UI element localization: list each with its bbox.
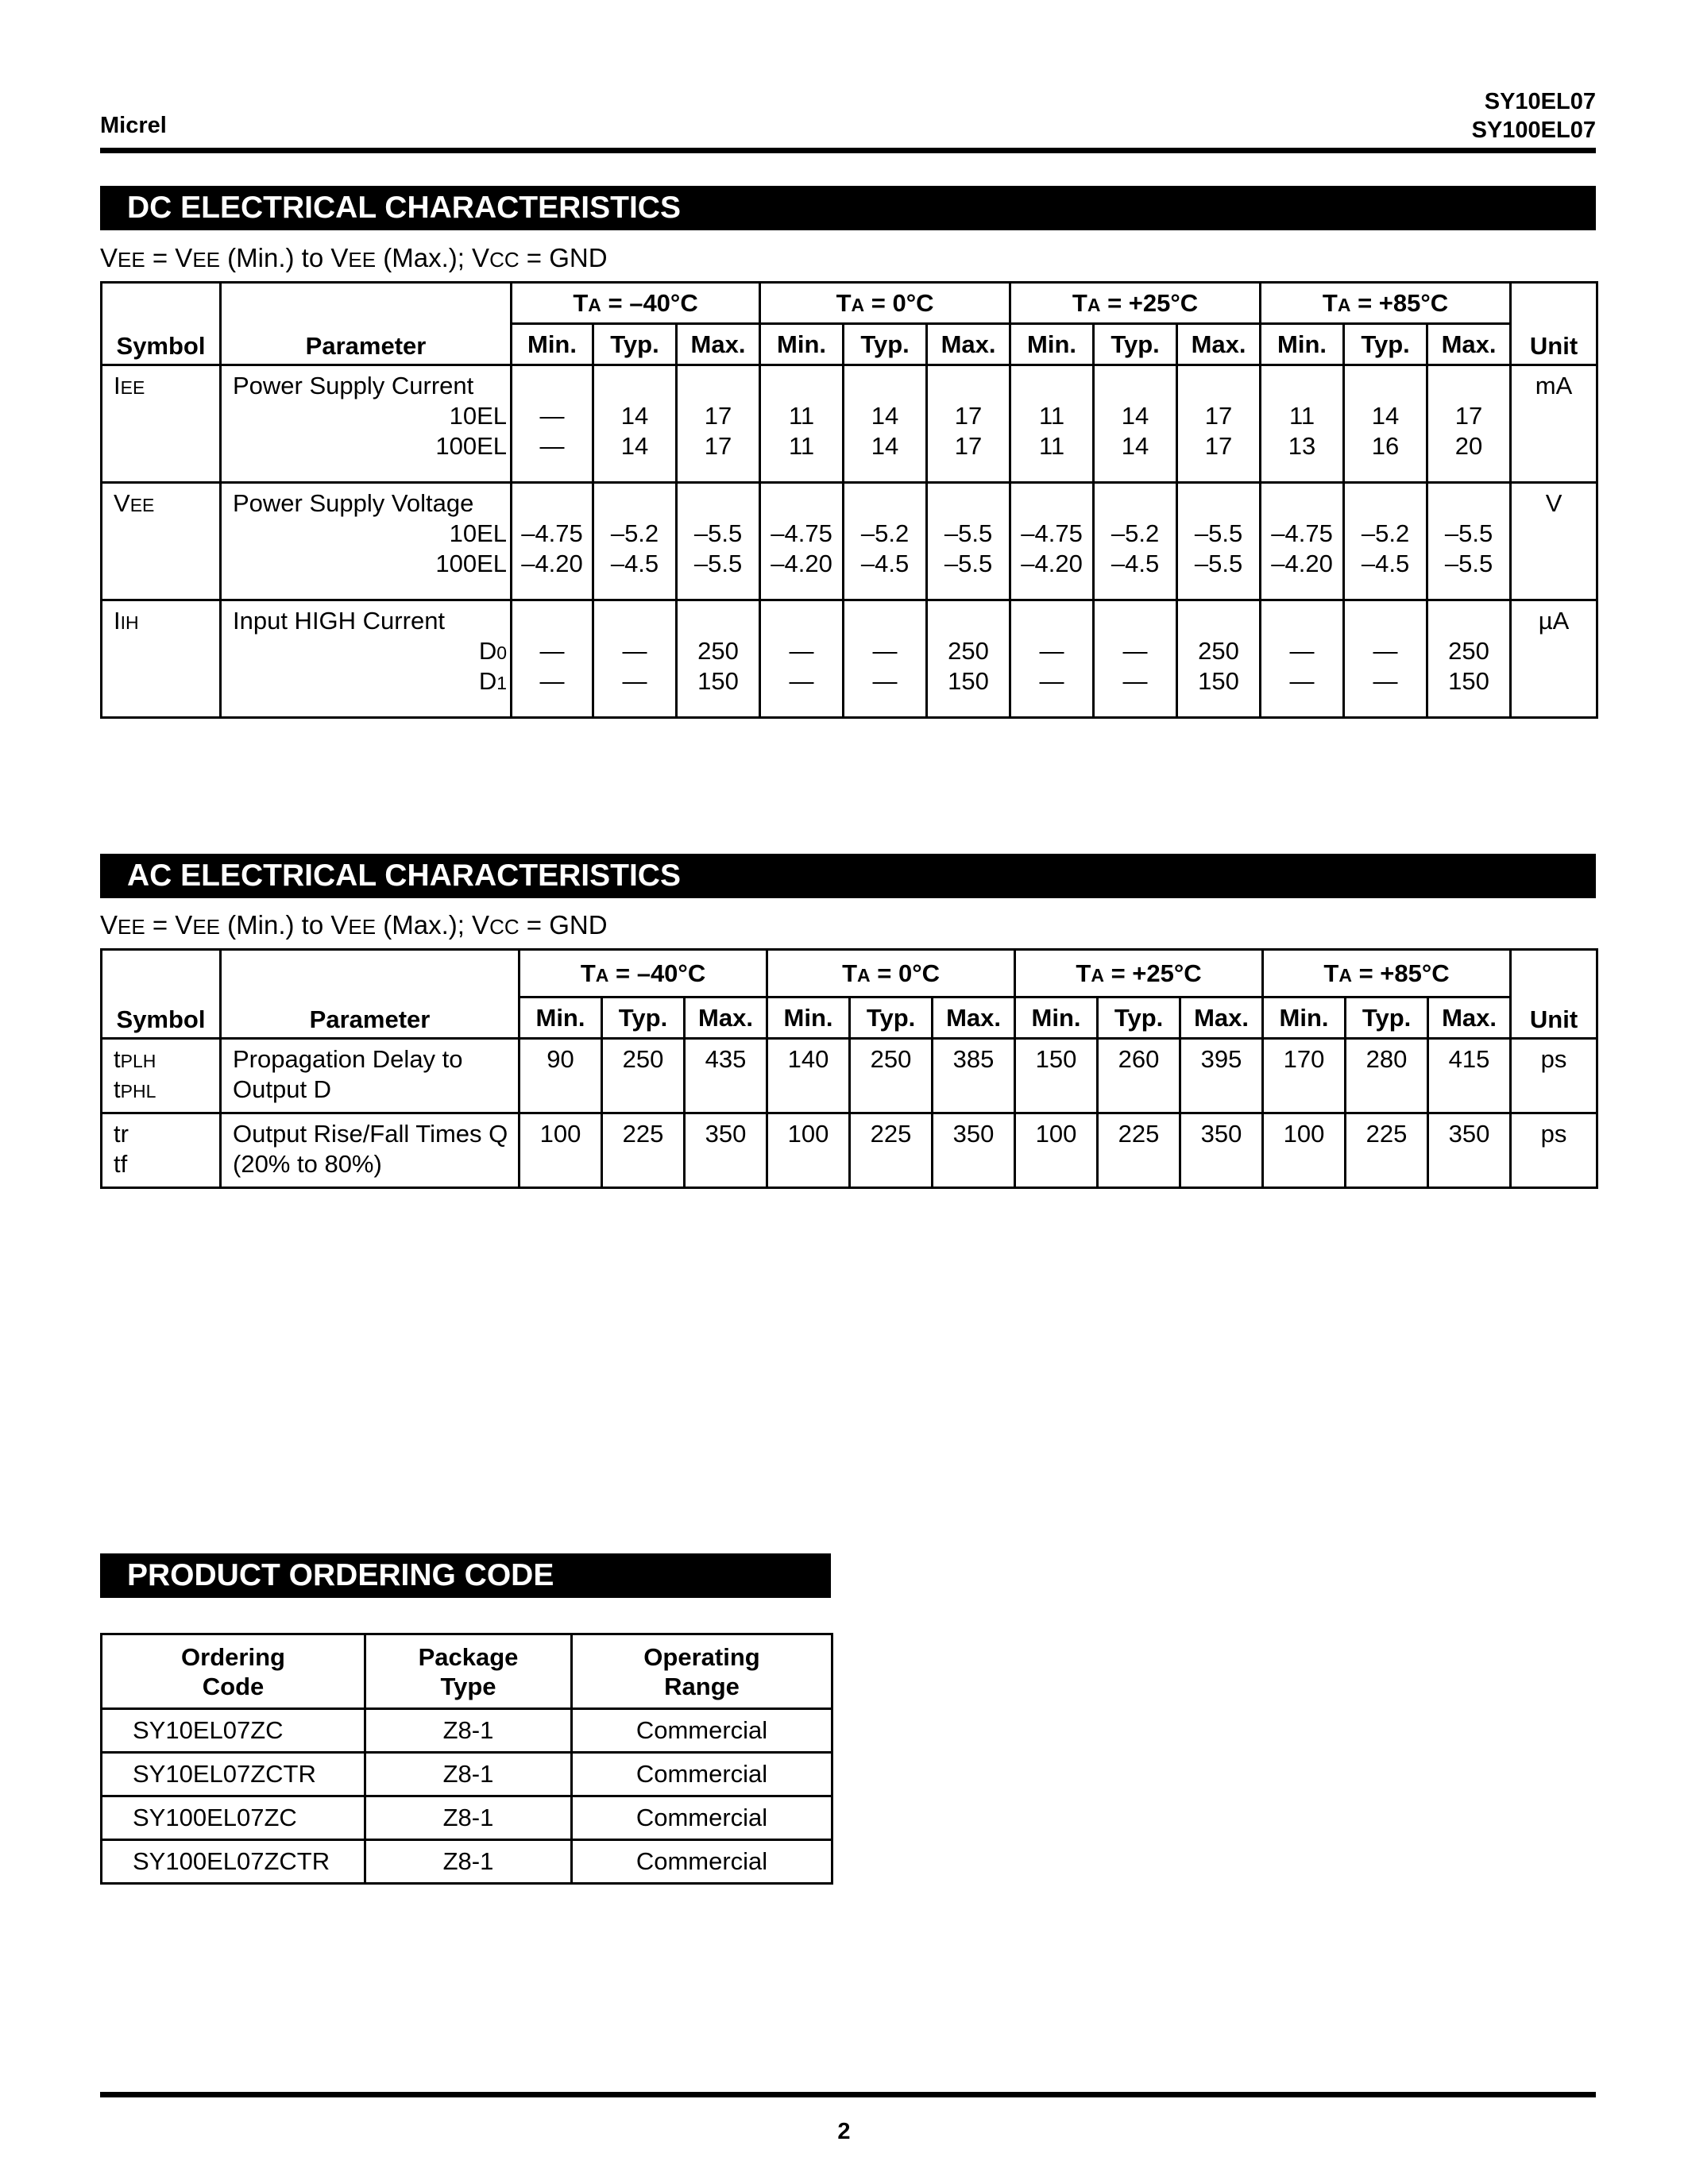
dc-value-line: 17 [704, 402, 732, 430]
dc-value-line: 14 [871, 432, 899, 460]
ac-value: 385 [933, 1039, 1015, 1113]
dc-value [760, 600, 844, 718]
dc-value [1344, 600, 1427, 718]
ac-value: 140 [767, 1039, 850, 1113]
dc-value-line: 150 [1198, 667, 1239, 695]
dc-header-min: Min. [512, 324, 593, 365]
ac-value: 395 [1180, 1039, 1263, 1113]
dc-header-parameter: Parameter [221, 283, 512, 365]
ac-header-symbol: Symbol [102, 950, 221, 1039]
ordering-row [102, 1796, 832, 1840]
dc-parameter-name: Power Supply Current [233, 372, 474, 399]
dc-value-line: 17 [1204, 402, 1233, 430]
dc-value-line: — [1039, 637, 1064, 665]
dc-value-line: 17 [954, 402, 983, 430]
dc-value-line: –4.5 [1111, 550, 1160, 577]
dc-header-min: Min. [760, 324, 844, 365]
part-numbers [1472, 87, 1596, 145]
page-number: 2 [837, 2119, 851, 2144]
dc-table-row [102, 483, 1597, 600]
dc-value-line: –5.5 [693, 519, 743, 547]
dc-value-line: 17 [954, 432, 983, 460]
dc-value [677, 483, 760, 600]
dc-value-line: — [1122, 637, 1148, 665]
dc-value [1261, 365, 1344, 483]
ac-value: 100 [1263, 1113, 1346, 1188]
dc-symbol: IIH [102, 600, 221, 718]
operating-range: Commercial [572, 1840, 832, 1884]
ac-header-min: Min. [520, 997, 602, 1039]
dc-value-line: 17 [1454, 402, 1483, 430]
ordering-code: SY10EL07ZCTR [102, 1753, 365, 1796]
dc-value-line: –5.2 [610, 519, 659, 547]
ordering-header-package: Package Type [365, 1634, 572, 1709]
ac-header-typ: Typ. [1346, 997, 1428, 1039]
company-name: Micrel [100, 113, 167, 138]
dc-value [1427, 365, 1511, 483]
dc-value-line: — [622, 637, 647, 665]
ac-parameter: Output Rise/Fall Times Q (20% to 80%) [221, 1113, 520, 1188]
ac-value: 415 [1428, 1039, 1511, 1113]
dc-header-temp-2: TA = 0°C [760, 283, 1010, 324]
dc-value [760, 483, 844, 600]
dc-table-row [102, 600, 1597, 718]
dc-parameter-variant: D1 [478, 667, 507, 695]
dc-header-temp-4: TA = +85°C [1261, 283, 1511, 324]
dc-value-line: –5.2 [1111, 519, 1160, 547]
dc-header-max: Max. [677, 324, 760, 365]
ac-header-min: Min. [1015, 997, 1098, 1039]
dc-header-typ: Typ. [593, 324, 677, 365]
header-rule [100, 148, 1596, 153]
ac-value: 250 [850, 1039, 933, 1113]
ac-value: 225 [602, 1113, 685, 1188]
dc-value-line: — [1373, 637, 1398, 665]
ac-header-max: Max. [685, 997, 767, 1039]
dc-value-line: 14 [871, 402, 899, 430]
dc-value-line: 13 [1288, 432, 1316, 460]
dc-symbol: VEE [102, 483, 221, 600]
dc-header-temp-3: TA = +25°C [1010, 283, 1261, 324]
ac-symbol: tr tf [102, 1113, 221, 1188]
dc-value [1427, 600, 1511, 718]
dc-value [1261, 483, 1344, 600]
dc-value [593, 483, 677, 600]
dc-value [844, 483, 927, 600]
dc-value [1010, 483, 1094, 600]
dc-value-line: –5.5 [944, 550, 993, 577]
dc-value [927, 600, 1010, 718]
dc-value [593, 365, 677, 483]
ac-header-max: Max. [1428, 997, 1511, 1039]
ac-parameter: Propagation Delay to Output D [221, 1039, 520, 1113]
dc-table-row [102, 365, 1597, 483]
dc-value-line: 16 [1371, 432, 1400, 460]
ac-value: 280 [1346, 1039, 1428, 1113]
ac-value: 225 [850, 1113, 933, 1188]
dc-conditions: VEE = VEE (Min.) to VEE (Max.); VCC = GND [100, 243, 608, 272]
dc-value-line: –4.5 [1361, 550, 1410, 577]
dc-value-line: –4.75 [521, 519, 583, 547]
dc-value [677, 600, 760, 718]
operating-range: Commercial [572, 1753, 832, 1796]
dc-header-min: Min. [1261, 324, 1344, 365]
dc-value-line: — [789, 637, 814, 665]
ac-header-temp-2: TA = 0°C [767, 950, 1015, 997]
dc-value-line: –5.2 [1361, 519, 1410, 547]
dc-value-line: 11 [788, 432, 815, 460]
ac-value: 350 [1180, 1113, 1263, 1188]
ac-header-max: Max. [933, 997, 1015, 1039]
operating-range: Commercial [572, 1796, 832, 1840]
dc-parameter [221, 365, 512, 483]
dc-value-line: 11 [1288, 402, 1315, 430]
ac-symbol: tPLH tPHL [102, 1039, 221, 1113]
dc-value-line: –4.20 [1021, 550, 1083, 577]
dc-value-line: –4.20 [521, 550, 583, 577]
dc-value [593, 600, 677, 718]
dc-section-title: DC ELECTRICAL CHARACTERISTICS [100, 186, 1596, 230]
ac-value: 170 [1263, 1039, 1346, 1113]
dc-value [927, 365, 1010, 483]
dc-header-unit: Unit [1511, 283, 1597, 365]
dc-value-line: –5.5 [1444, 519, 1493, 547]
dc-value-line: — [789, 667, 814, 695]
dc-value-line: — [1122, 667, 1148, 695]
dc-header-max: Max. [927, 324, 1010, 365]
dc-value-line: 11 [788, 402, 815, 430]
ac-header-typ: Typ. [850, 997, 933, 1039]
ordering-code: SY10EL07ZC [102, 1709, 365, 1753]
dc-value [1094, 600, 1177, 718]
ordering-header-range: Operating Range [572, 1634, 832, 1709]
ac-value: 260 [1098, 1039, 1180, 1113]
dc-value-line: –5.5 [944, 519, 993, 547]
dc-header-symbol: Symbol [102, 283, 221, 365]
ac-header-min: Min. [767, 997, 850, 1039]
dc-value-line: — [1289, 667, 1315, 695]
dc-value-line: –4.75 [771, 519, 832, 547]
dc-value-line: –4.5 [610, 550, 659, 577]
operating-range: Commercial [572, 1709, 832, 1753]
dc-value-line: — [539, 432, 565, 460]
dc-value-line: 17 [704, 432, 732, 460]
dc-value-line: 11 [1038, 432, 1065, 460]
dc-value-line: 250 [948, 637, 989, 665]
dc-value [760, 365, 844, 483]
dc-value-line: –5.5 [1194, 519, 1243, 547]
dc-value-line: 14 [620, 402, 649, 430]
ac-unit: ps [1511, 1039, 1597, 1113]
ordering-row [102, 1753, 832, 1796]
ac-value: 350 [933, 1113, 1015, 1188]
dc-value-line: — [539, 637, 565, 665]
ac-header-temp-1: TA = –40°C [520, 950, 767, 997]
dc-header-typ: Typ. [1094, 324, 1177, 365]
dc-value [512, 365, 593, 483]
dc-value-line: 150 [948, 667, 989, 695]
dc-header-max: Max. [1177, 324, 1261, 365]
dc-parameter-name: Power Supply Voltage [233, 489, 474, 517]
dc-value-line: –5.5 [1444, 550, 1493, 577]
dc-value [1261, 600, 1344, 718]
ac-table-row [102, 1113, 1597, 1188]
dc-parameter-variant: 10EL [449, 402, 507, 430]
dc-value-line: –4.75 [1271, 519, 1333, 547]
dc-characteristics-table [100, 281, 1598, 719]
part-number-10el: SY10EL07 [1484, 89, 1596, 114]
dc-value [1010, 365, 1094, 483]
ac-value: 435 [685, 1039, 767, 1113]
dc-header-typ: Typ. [844, 324, 927, 365]
dc-value-line: — [1289, 637, 1315, 665]
ordering-code-table [100, 1633, 833, 1885]
dc-value-line: — [622, 667, 647, 695]
dc-value-line: –4.20 [1271, 550, 1333, 577]
ac-header-temp-4: TA = +85°C [1263, 950, 1511, 997]
dc-value [1427, 483, 1511, 600]
dc-parameter-variant: 100EL [435, 550, 507, 577]
ordering-code: SY100EL07ZC [102, 1796, 365, 1840]
dc-value [1344, 483, 1427, 600]
ac-table-row [102, 1039, 1597, 1113]
package-type: Z8-1 [365, 1753, 572, 1796]
dc-parameter-variant: D0 [478, 637, 507, 665]
dc-value-line: — [539, 667, 565, 695]
dc-unit: V [1511, 483, 1597, 600]
dc-value-line: — [872, 637, 898, 665]
dc-value-line: — [872, 667, 898, 695]
dc-symbol: IEE [102, 365, 221, 483]
ac-value: 90 [520, 1039, 602, 1113]
ac-value: 100 [520, 1113, 602, 1188]
dc-value-line: — [1039, 667, 1064, 695]
dc-value [1177, 600, 1261, 718]
ac-header-temp-3: TA = +25°C [1015, 950, 1263, 997]
footer-rule [100, 2092, 1596, 2097]
dc-unit: mA [1511, 365, 1597, 483]
ordering-section-title: PRODUCT ORDERING CODE [100, 1553, 831, 1598]
ordering-code: SY100EL07ZCTR [102, 1840, 365, 1884]
dc-value-line: –4.20 [771, 550, 832, 577]
dc-value-line: 20 [1454, 432, 1483, 460]
ac-value: 100 [767, 1113, 850, 1188]
ac-value: 225 [1098, 1113, 1180, 1188]
package-type: Z8-1 [365, 1709, 572, 1753]
dc-value-line: –5.5 [693, 550, 743, 577]
dc-value-line: 150 [697, 667, 739, 695]
ac-section-title: AC ELECTRICAL CHARACTERISTICS [100, 854, 1596, 898]
package-type: Z8-1 [365, 1840, 572, 1884]
dc-value-line: 14 [620, 432, 649, 460]
dc-value [1177, 483, 1261, 600]
dc-value-line: 14 [1121, 402, 1149, 430]
ac-header-parameter: Parameter [221, 950, 520, 1039]
ordering-header-code: Ordering Code [102, 1634, 365, 1709]
part-number-100el: SY100EL07 [1471, 118, 1596, 143]
dc-header-max: Max. [1427, 324, 1511, 365]
ac-value: 100 [1015, 1113, 1098, 1188]
ac-value: 250 [602, 1039, 685, 1113]
dc-value-line: 11 [1038, 402, 1065, 430]
ac-characteristics-table [100, 948, 1598, 1189]
ac-value: 225 [1346, 1113, 1428, 1188]
dc-parameter-variant: 10EL [449, 519, 507, 547]
dc-value-line: –4.5 [860, 550, 910, 577]
dc-value-line: 14 [1121, 432, 1149, 460]
ac-header-typ: Typ. [602, 997, 685, 1039]
dc-unit: µA [1511, 600, 1597, 718]
dc-value-line: –5.2 [860, 519, 910, 547]
dc-header-typ: Typ. [1344, 324, 1427, 365]
ac-value: 150 [1015, 1039, 1098, 1113]
dc-value [677, 365, 760, 483]
dc-value [844, 600, 927, 718]
ac-header-max: Max. [1180, 997, 1263, 1039]
dc-value-line: 14 [1371, 402, 1400, 430]
dc-parameter-name: Input HIGH Current [233, 607, 446, 635]
dc-value-line: — [539, 402, 565, 430]
dc-value [844, 365, 927, 483]
dc-parameter [221, 600, 512, 718]
ac-header-unit: Unit [1511, 950, 1597, 1039]
ac-unit: ps [1511, 1113, 1597, 1188]
ac-header-typ: Typ. [1098, 997, 1180, 1039]
ordering-row [102, 1840, 832, 1884]
dc-value-line: –5.5 [1194, 550, 1243, 577]
dc-value-line: –4.75 [1021, 519, 1083, 547]
ordering-row [102, 1709, 832, 1753]
dc-header-temp-1: TA = –40°C [512, 283, 760, 324]
dc-value [927, 483, 1010, 600]
dc-parameter [221, 483, 512, 600]
ac-value: 350 [685, 1113, 767, 1188]
ac-header-min: Min. [1263, 997, 1346, 1039]
ac-conditions: VEE = VEE (Min.) to VEE (Max.); VCC = GND [100, 910, 608, 940]
dc-value [512, 600, 593, 718]
dc-value [1344, 365, 1427, 483]
dc-value [512, 483, 593, 600]
dc-value-line: — [1373, 667, 1398, 695]
dc-value-line: 150 [1448, 667, 1489, 695]
ac-value: 350 [1428, 1113, 1511, 1188]
dc-value-line: 250 [1448, 637, 1489, 665]
dc-value [1010, 600, 1094, 718]
dc-header-min: Min. [1010, 324, 1094, 365]
package-type: Z8-1 [365, 1796, 572, 1840]
dc-value [1094, 483, 1177, 600]
dc-value-line: 250 [697, 637, 739, 665]
ordering-header-row [102, 1634, 832, 1709]
dc-value-line: 17 [1204, 432, 1233, 460]
dc-value [1177, 365, 1261, 483]
dc-value [1094, 365, 1177, 483]
dc-value-line: 250 [1198, 637, 1239, 665]
dc-parameter-variant: 100EL [435, 432, 507, 460]
